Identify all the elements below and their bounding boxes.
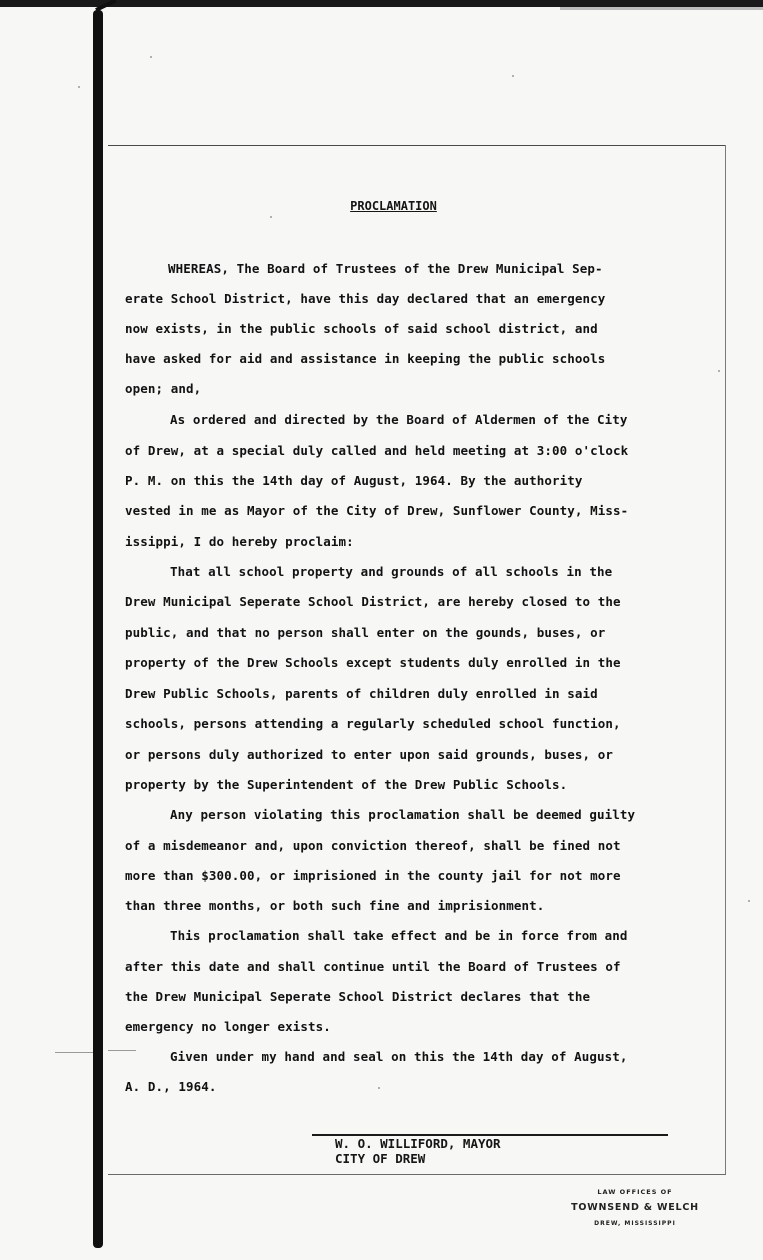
body-line: emergency no longer exists. — [125, 1019, 331, 1034]
signature-city: CITY OF DREW — [335, 1151, 426, 1166]
body-line: than three months, or both such fine and imprisionment. — [125, 898, 545, 913]
body-line: This proclamation shall take effect and be in force from and — [170, 928, 628, 943]
body-line: As ordered and directed by the Board of Aldermen of the City — [170, 412, 628, 427]
body-line: Drew Municipal Seperate School District, are hereby closed to the — [125, 594, 621, 609]
body-line: issippi, I do hereby proclaim: — [125, 534, 354, 549]
signature-name: W. O. WILLIFORD, MAYOR — [335, 1136, 501, 1151]
scan-speck — [748, 900, 750, 902]
scan-speck — [718, 370, 720, 372]
binding-strip — [93, 10, 103, 1248]
scan-speck — [512, 75, 514, 77]
page-frame-right — [725, 145, 726, 1175]
footer-location: DREW, MISSISSIPPI — [594, 1220, 676, 1227]
body-line: of a misdemeanor and, upon conviction thereof, shall be fined not — [125, 838, 621, 853]
body-line: vested in me as Mayor of the City of Drew, Sunflower County, Miss- — [125, 503, 629, 518]
body-line: the Drew Municipal Seperate School District declares that the — [125, 989, 591, 1004]
body-line: WHEREAS, The Board of Trustees of the Drew Municipal Sep- — [168, 261, 603, 276]
scan-artifact — [108, 1050, 136, 1051]
footer-firm-name: TOWNSEND & WELCH — [571, 1202, 699, 1213]
scan-speck — [270, 216, 272, 218]
body-line: now exists, in the public schools of said school district, and — [125, 321, 598, 336]
body-line: more than $300.00, or imprisioned in the county jail for not more — [125, 868, 621, 883]
body-line: property of the Drew Schools except students duly enrolled in the — [125, 655, 621, 670]
body-line: property by the Superintendent of the Drew Public Schools. — [125, 777, 568, 792]
body-line: or persons duly authorized to enter upon said grounds, buses, or — [125, 747, 614, 762]
scan-top-edge-fade — [560, 7, 763, 10]
scan-speck — [78, 86, 80, 88]
body-line: of Drew, at a special duly called and held meeting at 3:00 o'clock — [125, 443, 629, 458]
body-line: open; and, — [125, 381, 202, 396]
document-title: PROCLAMATION — [350, 199, 437, 213]
body-line: That all school property and grounds of all schools in the — [170, 564, 613, 579]
footer-law-offices: LAW OFFICES OF — [597, 1188, 673, 1196]
scan-speck — [150, 56, 152, 58]
scan-artifact — [55, 1052, 93, 1053]
body-line: P. M. on this the 14th day of August, 1964. By the authority — [125, 473, 583, 488]
body-line: schools, persons attending a regularly scheduled school function, — [125, 716, 621, 731]
body-line: Drew Public Schools, parents of children duly enrolled in said — [125, 686, 598, 701]
body-line: erate School District, have this day declared that an emergency — [125, 291, 606, 306]
page-frame-bottom — [108, 1174, 726, 1175]
body-line: have asked for aid and assistance in keeping the public schools — [125, 351, 606, 366]
scan-speck — [378, 1087, 380, 1089]
body-line: Given under my hand and seal on this the 14th day of August, — [170, 1049, 628, 1064]
page-frame-top — [108, 145, 726, 146]
body-line: public, and that no person shall enter on the gounds, buses, or — [125, 625, 606, 640]
body-line: Any person violating this proclamation shall be deemed guilty — [170, 807, 636, 822]
body-line: A. D., 1964. — [125, 1079, 217, 1094]
body-line: after this date and shall continue until the Board of Trustees of — [125, 959, 621, 974]
